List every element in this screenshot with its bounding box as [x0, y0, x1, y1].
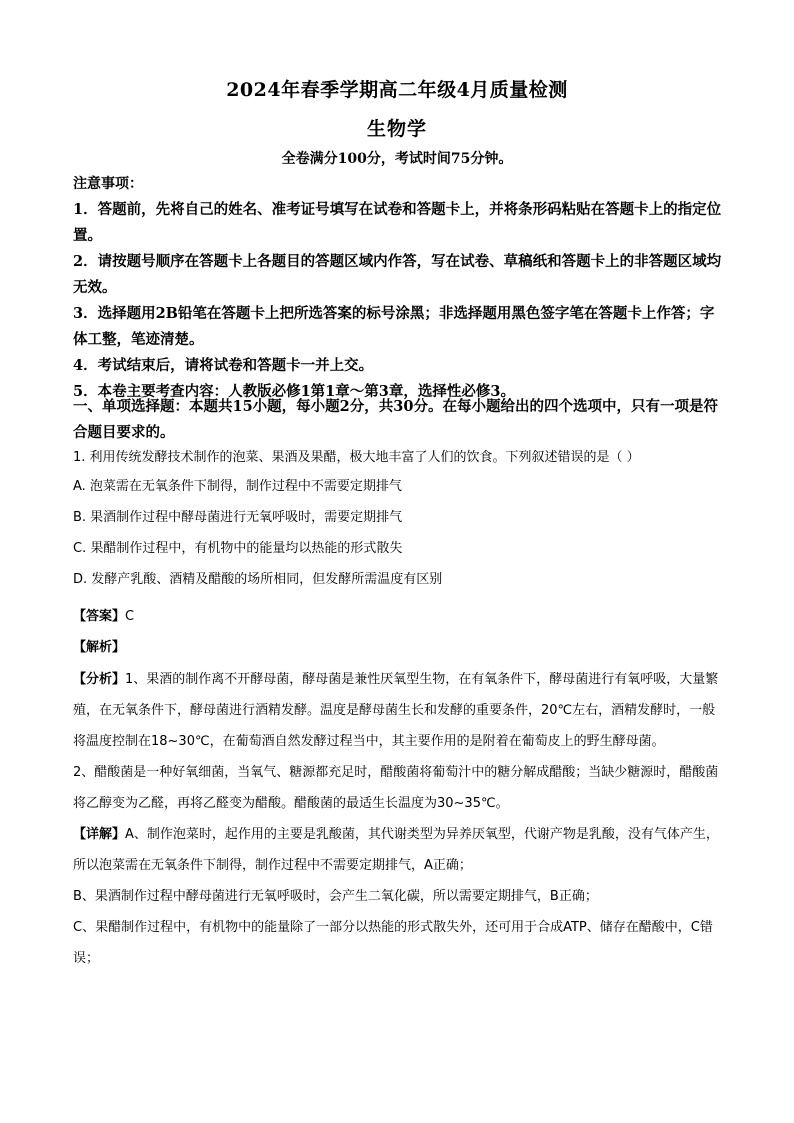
- notice-item: 3．选择题用2B铅笔在答题卡上把所选答案的标号涂黑；非选择题用黑色签字笔在答题卡上作答；字体工整，笔迹清楚。: [73, 305, 715, 348]
- detail-paragraph-b: B、果酒制作过程中酵母菌进行无氧呼吸时，会产生二氧化碳，所以需要定期排气，B正确；: [73, 889, 598, 904]
- notice-item: 1．答题前，先将自己的姓名、准考证号填写在试卷和答题卡上，并将条形码粘贴在答题卡上的指定位置。: [73, 201, 722, 244]
- xiangjie-tag: 【详解】: [73, 827, 126, 842]
- detail-text-a: A、制作泡菜时，起作用的主要是乳酸菌，其代谢类型为异养厌氧型，代谢产物是乳酸，没有气体产生，所以泡菜需在无氧条件下制得，制作过程中不需要定期排气，A正确；: [73, 827, 719, 873]
- fenxi-tag: 【分析】: [73, 672, 126, 687]
- question-stem: 1. 利用传统发酵技术制作的泡菜、果酒及果醋，极大地丰富了人们的饮食。下列叙述错误的是（ ）: [73, 450, 640, 465]
- notice-item: 4．考试结束后，请将试卷和答题卡一并上交。: [73, 357, 374, 374]
- subject-title: 生物学: [366, 118, 427, 140]
- option-d: D. 发酵产乳酸、酒精及醋酸的场所相同，但发酵所需温度有区别: [73, 572, 443, 587]
- detail-paragraph-a: [73, 819, 723, 881]
- answer-tag: 【答案】: [73, 609, 126, 624]
- answer-value: C: [125, 609, 135, 624]
- option-a: A. 泡菜需在无氧条件下制得，制作过程中不需要定期排气: [73, 479, 402, 494]
- analysis-tag: 【解析】: [73, 640, 126, 655]
- explanation-body: [73, 664, 723, 974]
- option-b: B. 果酒制作过程中酵母菌进行无氧呼吸时，需要定期排气: [73, 510, 403, 525]
- notice-item: 5．本卷主要考查内容：人教版必修1第1章～第3章，选择性必修3。: [73, 383, 515, 400]
- answer-line: [73, 605, 134, 624]
- analysis-paragraph-2: 2、醋酸菌是一种好氧细菌，当氧气、糖源都充足时，醋酸菌将葡萄汁中的糖分解成醋酸；当缺少糖源时，醋酸菌将乙醇变为乙醛，再将乙醛变为醋酸。醋酸菌的最适生长温度为30~35℃。: [73, 765, 719, 811]
- question-options: [73, 478, 442, 602]
- fenxi-text-1: 1、果酒的制作离不开酵母菌，酵母菌是兼性厌氧型生物，在有氧条件下，酵母菌进行有氧呼吸，大量繁殖，在无氧条件下，酵母菌进行酒精发酵。温度是酵母菌生长和发酵的重要条件，20℃左右，酒精发酵时，一般将温度控制在18~30℃，在葡萄酒自然发酵过程当中，其主要作用的是附着在葡萄皮上的野生酵母菌。: [73, 672, 719, 749]
- notice-list: [73, 197, 725, 405]
- section-heading: 一、单项选择题：本题共15小题，每小题2分，共30分。在每小题给出的四个选项中，只有一项是符合题目要求的。: [73, 398, 718, 441]
- analysis-paragraph-1: [73, 664, 723, 757]
- notice-heading: 注意事项：: [73, 176, 143, 192]
- exam-title: 2024年春季学期高二年级4月质量检测: [226, 79, 568, 101]
- notice-item: 2．请按题号顺序在答题卡上各题目的答题区域内作答，写在试卷、草稿纸和答题卡上的非答题区域均无效。: [73, 253, 722, 296]
- detail-paragraph-c: C、果醋制作过程中，有机物中的能量除了一部分以热能的形式散失外，还可用于合成ATP、储存在醋酸中，C错误；: [73, 920, 713, 966]
- option-c: C. 果醋制作过程中，有机物中的能量均以热能的形式散失: [73, 541, 403, 556]
- score-time-line: 全卷满分100分，考试时间75分钟。: [281, 151, 513, 167]
